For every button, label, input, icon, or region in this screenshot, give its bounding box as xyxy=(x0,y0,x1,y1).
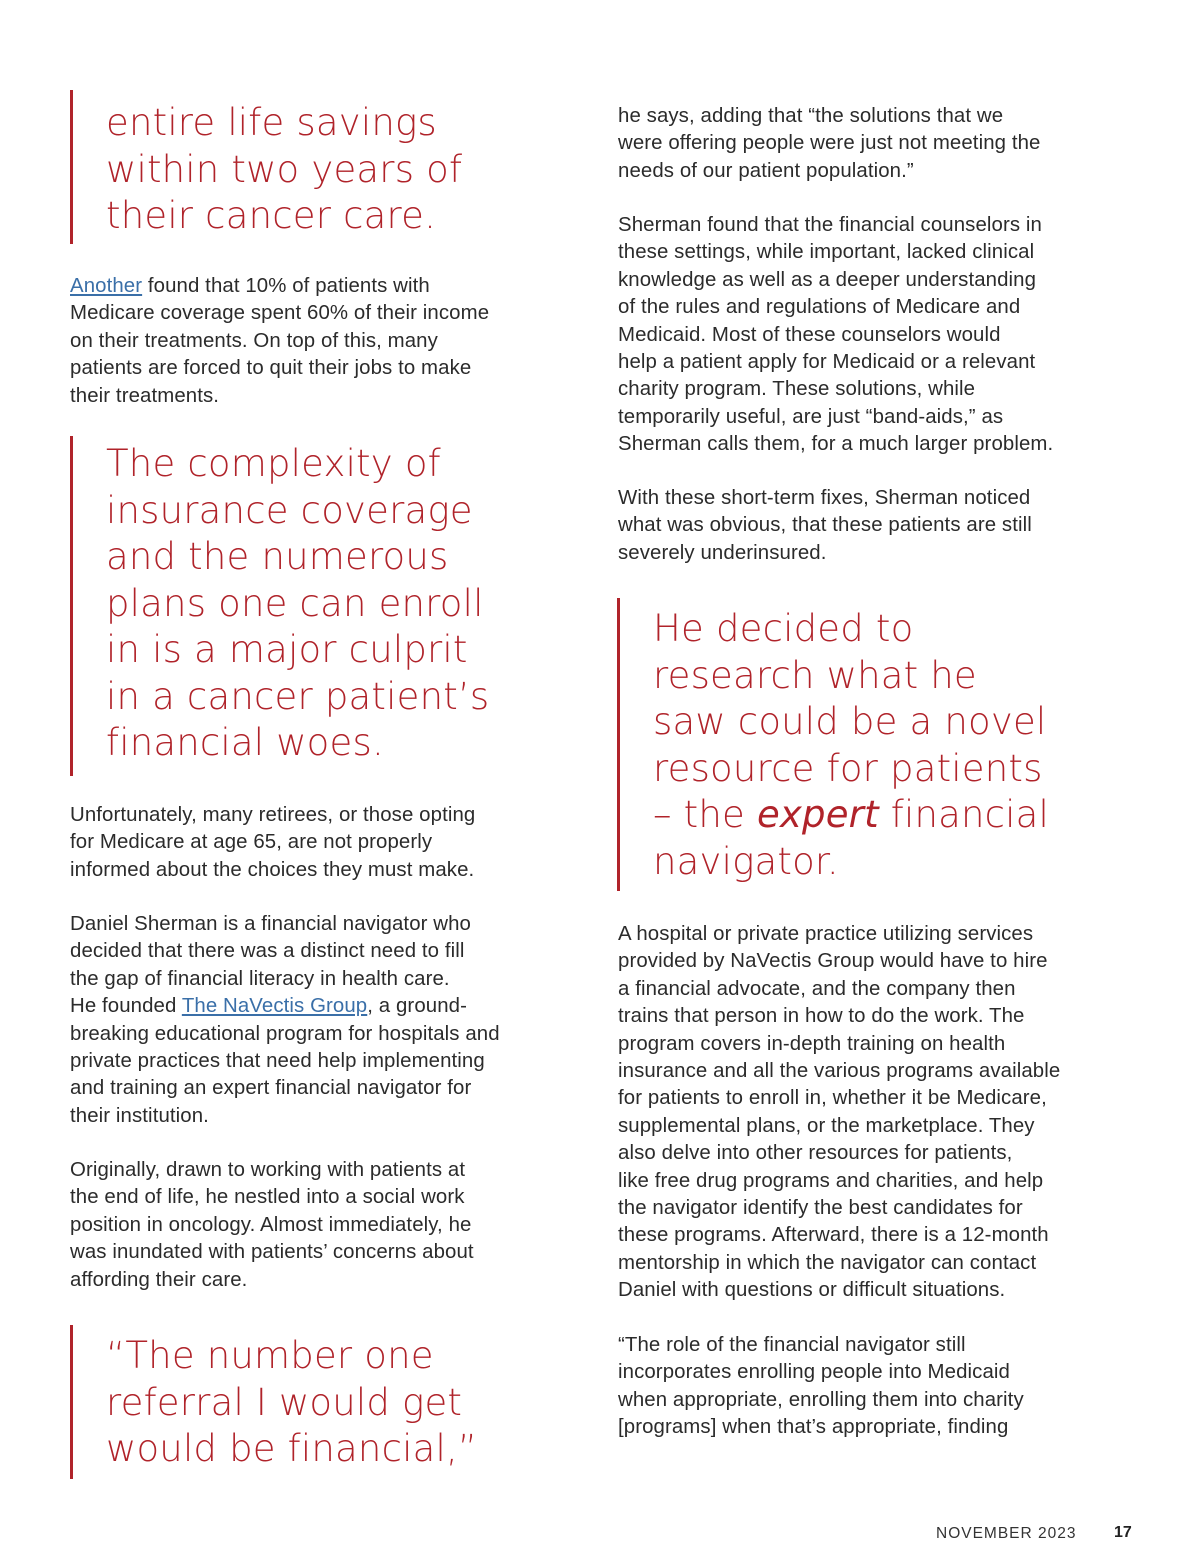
paragraph-role-of-navigator xyxy=(618,1332,1138,1442)
paragraph-text: , a ground- xyxy=(367,995,467,1018)
paragraph-line: provided by NaVectis Group would have to hire xyxy=(618,950,1048,973)
paragraph-line: were offering people were just not meeting the xyxy=(618,132,1041,155)
paragraph-financial-counselors xyxy=(618,212,1138,459)
paragraph-medicare-income xyxy=(70,273,585,410)
navectis-group-link[interactable]: The NaVectis Group xyxy=(181,995,368,1018)
pull-quote-line: saw could be a novel xyxy=(653,700,1047,743)
paragraph-daniel-sherman xyxy=(70,911,585,1130)
pull-quote-line: The complexity of xyxy=(106,442,441,485)
paragraph-line: and training an expert financial navigator for xyxy=(70,1077,472,1100)
pull-quote-number-one-referral xyxy=(70,1325,590,1479)
paragraph-line: supplemental plans, or the marketplace. They xyxy=(618,1114,1035,1137)
paragraph-line: Medicare coverage spent 60% of their income xyxy=(70,302,490,325)
paragraph-line: these settings, while important, lacked clinical xyxy=(618,241,1035,264)
paragraph-line: their institution. xyxy=(70,1104,209,1127)
paragraph-line xyxy=(70,273,585,300)
paragraph-line: the navigator identify the best candidates for xyxy=(618,1197,1023,1220)
paragraph-line: incorporates enrolling people into Medicaid xyxy=(618,1361,1010,1384)
pull-quote-text: financial xyxy=(878,793,1050,836)
paragraph-line: Originally, drawn to working with patients at xyxy=(70,1159,466,1181)
paragraph-line: a financial advocate, and the company then xyxy=(618,977,1016,1000)
issue-date: NOVEMBER 2023 xyxy=(936,1525,1077,1542)
pull-quote-line: would be financial,” xyxy=(106,1427,478,1470)
paragraph-line: also delve into other resources for patients, xyxy=(618,1142,1013,1165)
pull-quote-complexity xyxy=(70,436,590,776)
paragraph-line: patients are forced to quit their jobs to make xyxy=(70,357,472,380)
paragraph-line: when appropriate, enrolling them into charity xyxy=(618,1388,1024,1411)
pull-quote-line: financial woes. xyxy=(106,721,384,764)
pull-quote-line: plans one can enroll xyxy=(106,581,484,625)
paragraph-line: these programs. Afterward, there is a 12-month xyxy=(618,1224,1049,1247)
paragraph-line: of the rules and regulations of Medicare and xyxy=(618,296,1021,319)
paragraph-line: Sherman calls them, for a much larger problem. xyxy=(618,433,1054,456)
paragraph-line: Daniel Sherman is a financial navigator who xyxy=(70,913,472,935)
paragraph-line: knowledge as well as a deeper understanding xyxy=(618,268,1037,291)
paragraph-line: program covers in-depth training on health xyxy=(618,1032,1006,1055)
paragraph-line: decided that there was a distinct need to fill xyxy=(70,940,465,963)
paragraph-line: their treatments. xyxy=(70,384,220,407)
pull-quote-expert-navigator xyxy=(617,598,1147,891)
paragraph-line: mentorship in which the navigator can contact xyxy=(618,1251,1037,1274)
pull-quote-line: and the numerous xyxy=(106,535,449,578)
paragraph-text: He founded xyxy=(70,995,182,1018)
pull-quote-line: He decided to xyxy=(653,607,914,650)
paragraph-line: informed about the choices they must make. xyxy=(70,858,475,881)
paragraph-line: Unfortunately, many retirees, or those opting xyxy=(70,804,476,826)
paragraph-text: found that 10% of patients with xyxy=(142,275,430,297)
paragraph-line: Sherman found that the financial counselors in xyxy=(618,214,1043,236)
paragraph-line: temporarily useful, are just “band-aids,” as xyxy=(618,405,1004,428)
pull-quote-line: “The number one xyxy=(106,1334,434,1377)
pull-quote-line: insurance coverage xyxy=(106,488,473,532)
paragraph-line: trains that person in how to do the work. The xyxy=(618,1005,1025,1028)
page-number: 17 xyxy=(1114,1524,1132,1541)
paragraph-line: help a patient apply for Medicaid or a relevant xyxy=(618,351,1036,374)
pull-quote-line: entire life savings xyxy=(106,101,437,144)
paragraph-line: A hospital or private practice utilizing services xyxy=(618,923,1034,945)
pull-quote-line xyxy=(653,792,1147,839)
paragraph-line: was inundated with patients’ concerns about xyxy=(70,1241,474,1264)
pull-quote-line: research what he xyxy=(653,653,977,697)
paragraph-line: insurance and all the various programs available xyxy=(618,1060,1061,1083)
paragraph-line: “The role of the financial navigator still xyxy=(618,1334,966,1356)
paragraph-line: for Medicare at age 65, are not properly xyxy=(70,831,433,854)
paragraph-line: Medicaid. Most of these counselors would xyxy=(618,323,1001,346)
paragraph-line: on their treatments. On top of this, many xyxy=(70,329,438,352)
paragraph-line xyxy=(70,993,585,1020)
pull-quote-line: their cancer care. xyxy=(106,194,437,237)
paragraph-he-says xyxy=(618,103,1138,185)
paragraph-retirees xyxy=(70,802,585,884)
paragraph-line: charity program. These solutions, while xyxy=(618,378,976,401)
paragraph-line: breaking educational program for hospitals and xyxy=(70,1022,500,1045)
paragraph-line: severely underinsured. xyxy=(618,541,827,564)
pull-quote-line: navigator. xyxy=(653,839,839,883)
paragraph-short-term-fixes xyxy=(618,485,1138,567)
paragraph-line: what was obvious, that these patients are still xyxy=(618,514,1032,537)
pull-quote-line: in a cancer patient’s xyxy=(106,674,490,718)
pull-quote-text: – the xyxy=(653,793,757,836)
paragraph-line: the end of life, he nestled into a social work xyxy=(70,1186,465,1209)
paragraph-line: needs of our patient population.” xyxy=(618,159,914,182)
pull-quote-line: within two years of xyxy=(106,147,463,191)
paragraph-line: With these short-term fixes, Sherman noticed xyxy=(618,487,1031,509)
paragraph-originally xyxy=(70,1157,585,1294)
paragraph-line: Daniel with questions or difficult situations. xyxy=(618,1279,1006,1302)
paragraph-line: like free drug programs and charities, and help xyxy=(618,1169,1044,1192)
paragraph-line: the gap of financial literacy in health care. xyxy=(70,967,450,990)
pull-quote-line: referral I would get xyxy=(106,1380,463,1424)
pull-quote-line: resource for patients xyxy=(653,746,1043,790)
another-study-link[interactable]: Another xyxy=(70,275,143,297)
paragraph-line: affording their care. xyxy=(70,1268,248,1291)
paragraph-line: private practices that need help implementing xyxy=(70,1050,485,1073)
pull-quote-line: in is a major culprit xyxy=(106,628,468,671)
paragraph-hospital-practice xyxy=(618,921,1138,1305)
pull-quote-life-savings xyxy=(70,90,590,244)
paragraph-line: he says, adding that “the solutions that we xyxy=(618,105,1004,127)
pull-quote-emphasis: expert xyxy=(756,793,879,836)
paragraph-line: [programs] when that’s appropriate, finding xyxy=(618,1416,1009,1439)
paragraph-line: for patients to enroll in, whether it be Medicare, xyxy=(618,1087,1047,1110)
paragraph-line: position in oncology. Almost immediately, he xyxy=(70,1213,472,1236)
